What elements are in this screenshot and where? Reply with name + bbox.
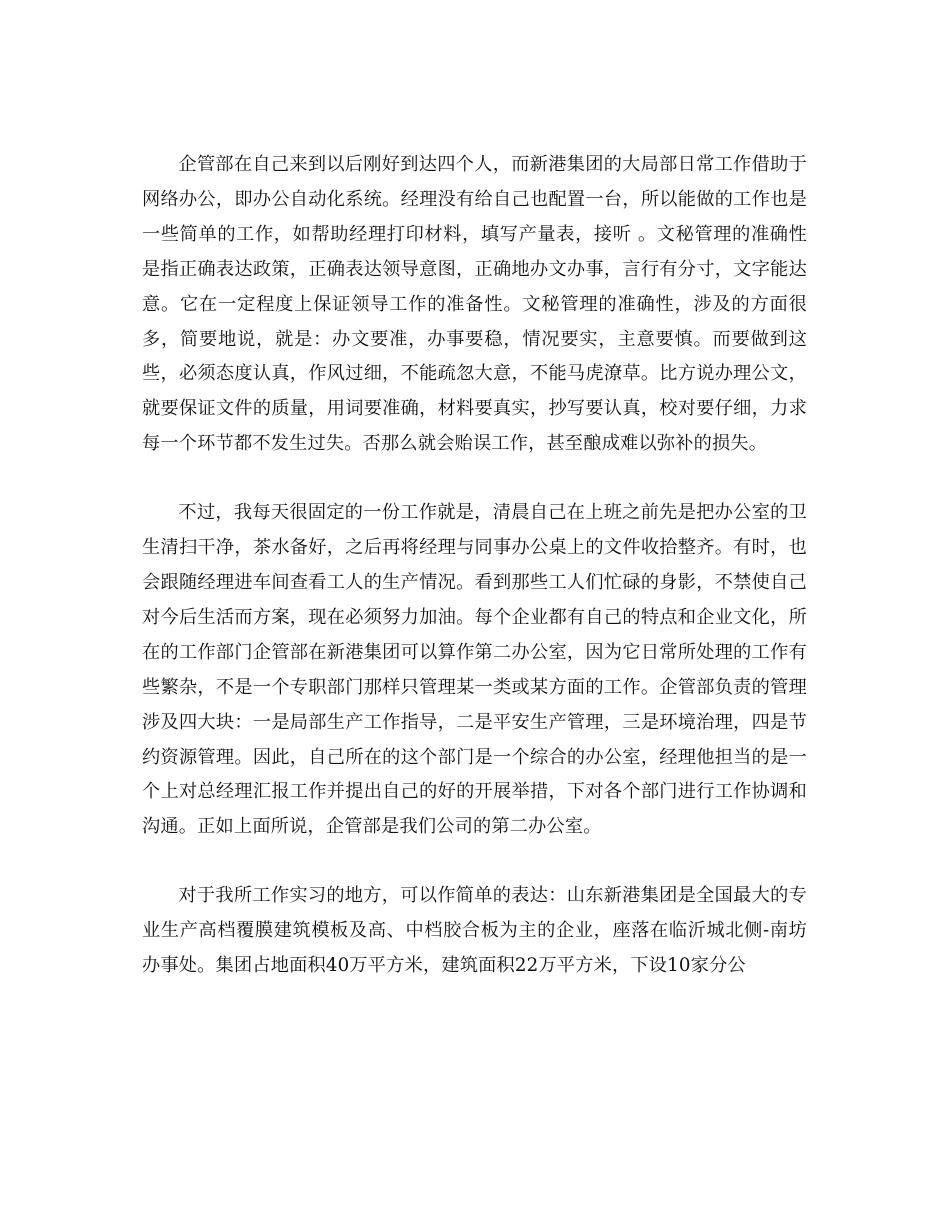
- paragraph-3: 对于我所工作实习的地方，可以作简单的表达：山东新港集团是全国最大的专业生产高档覆膜建筑模板及高、中档胶合板为主的企业，座落在临沂城北侧-南坊办事处。集团占地面积40万平方米，建筑面积22万平方米，下设10家分公: [142, 885, 807, 977]
- document-body: [142, 148, 807, 984]
- paragraph-gap: [142, 462, 807, 496]
- paragraph-2: 不过，我每天很固定的一份工作就是，清晨自己在上班之前先是把办公室的卫生清扫干净，茶水备好，之后再将经理与同事办公桌上的文件收拾整齐。有时，也会跟随经理进车间查看工人的生产情况。看到那些工人们忙碌的身影，不禁使自己对今后生活而方案，现在必须努力加油。每个企业都有自己的特点和企业文化，所在的工作部门企管部在新港集团可以算作第二办公室，因为它日常所处理的工作有些繁杂，不是一个专职部门那样只管理某一类或某方面的工作。企管部负责的管理涉及四大块：一是局部生产工作指导，二是平安生产管理，三是环境治理，四是节约资源管理。因此，自己所在的这个部门是一个综合的办公室，经理他担当的是一个上对总经理汇报工作并提出自己的好的开展举措，下对各个部门进行工作协调和沟通。正如上面所说，企管部是我们公司的第二办公室。: [142, 502, 807, 838]
- paragraph-gap: [142, 845, 807, 879]
- paragraph-1: 企管部在自己来到以后刚好到达四个人，而新港集团的大局部日常工作借助于网络办公，即办公自动化系统。经理没有给自己也配置一台，所以能做的工作也是一些简单的工作，如帮助经理打印材料，填写产量表，接听 。文秘管理的准确性是指正确表达政策，正确表达领导意图，正确地办文办事，言行有分寸，文字能达意。它在一定程度上保证领导工作的准备性。文秘管理的准确性，涉及的方面很多，简要地说，就是：办文要准，办事要稳，情况要实，主意要慎。而要做到这些，必须态度认真，作风过细，不能疏忽大意，不能马虎潦草。比方说办理公文，就要保证文件的质量，用词要准确，材料要真实，抄写要认真，校对要仔细，力求每一个环节都不发生过失。否那么就会贻误工作，甚至酿成难以弥补的损失。: [142, 154, 807, 455]
